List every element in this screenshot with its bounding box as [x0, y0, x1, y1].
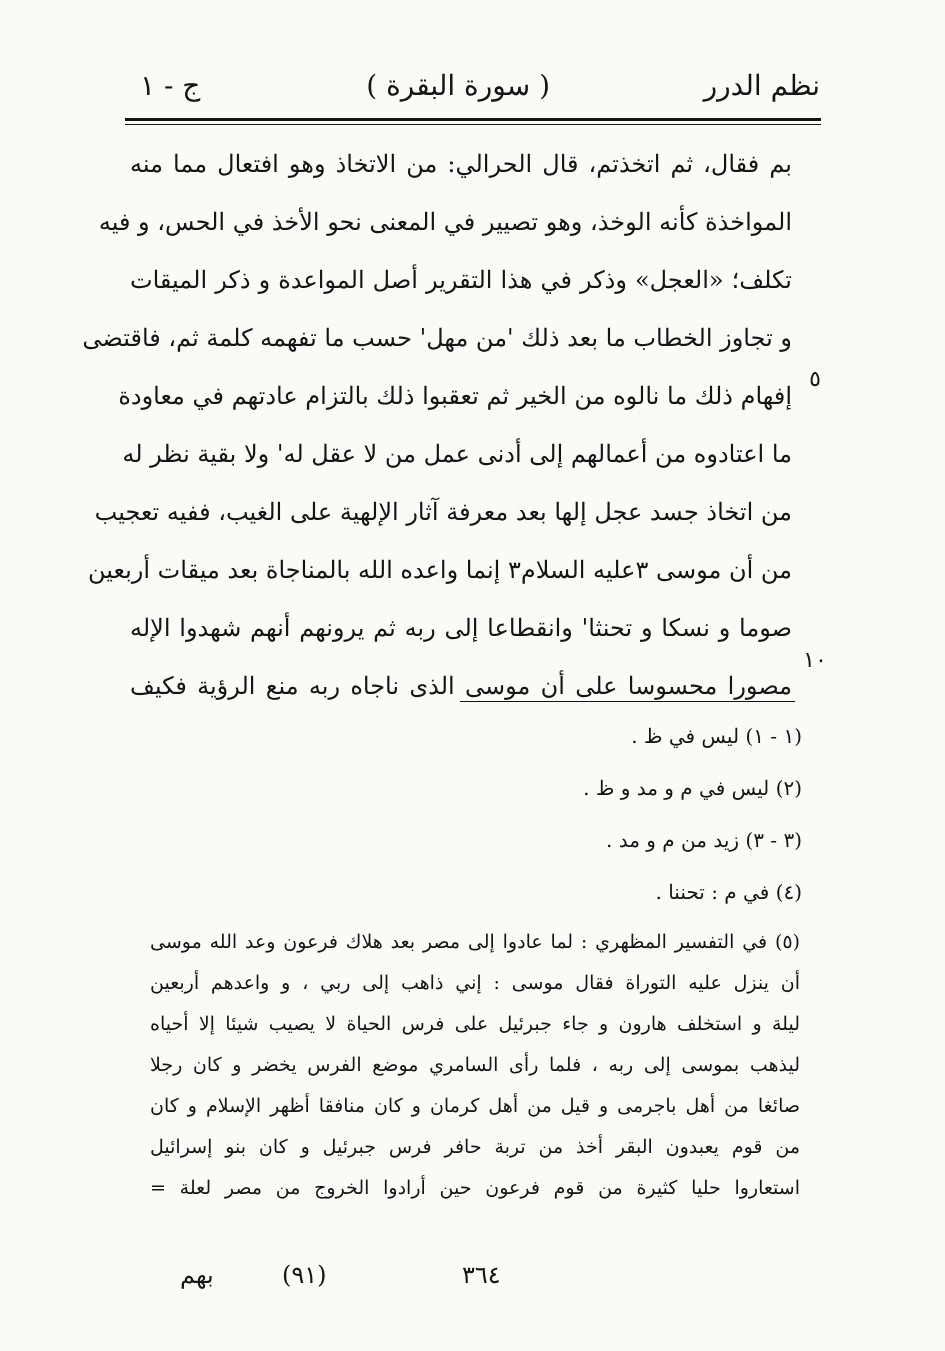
footnote-line: استعاروا حليا كثيرة من قوم فرعون حين أرادوا الخروج من مصر لعلة =: [150, 1177, 800, 1199]
footnote-line: ليلة و استخلف هارون و جاء جبرئيل على فرس الحياة لا يصيب شيئا إلا أحياه: [150, 1013, 800, 1035]
footnote-line: من قوم يعبدون البقر أخذ من تربة حافر فرس جبرئيل و كان بنو إسرائيل: [150, 1136, 800, 1158]
footnote-line: صائغا من أهل باجرمى و قيل من أهل كرمان و كان منافقا أظهر الإسلام و كان: [150, 1095, 800, 1117]
header-rule-thin: [125, 124, 821, 125]
footnote-5: [150, 922, 800, 1209]
text-line: من اتخاذ جسد عجل إلها بعد معرفة آثار الإلهية على الغيب، ففيه تعجيب: [94, 498, 792, 526]
line-number-10: ١٠: [803, 648, 827, 673]
note-item: (٢) ليس في م و مد و ظ .: [583, 776, 802, 800]
main-text: [82, 135, 792, 715]
text-line: إفهام ذلك ما نالوه من الخير ثم تعقبوا ذلك بالتزام عادتهم في معاودة: [118, 382, 792, 410]
text-line: المواخذة كأنه الوخذ، وهو تصيير في المعنى نحو الأخذ في الحس، و فيه: [98, 208, 792, 236]
text-line: من أن موسى ٣عليه السلام٣ إنما واعده الله بالمناجاة بعد ميقات أربعين: [88, 556, 792, 584]
footnote-line: أن ينزل عليه التوراة فقال موسى : إني ذاهب إلى ربي ، و واعدهم أربعين: [150, 972, 800, 994]
footnote-separator: [460, 701, 795, 702]
text-line: ما اعتادوه من أعمالهم إلى أدنى عمل من لا عقل له' ولا بقية نظر له: [122, 440, 792, 468]
surah-title: ( سورة البقرة ): [366, 69, 550, 102]
volume-number: ج - ١: [140, 69, 201, 102]
apparatus-notes: [583, 710, 802, 918]
running-title: نظم الدرر: [703, 69, 820, 102]
footnote-line: (٥) في التفسير المظهري : لما عادوا إلى مصر بعد هلاك فرعون وعد الله موسى: [150, 931, 800, 953]
text-line: صوما و نسكا و تحنثا' وانقطاعا إلى ربه ثم يرونهم أنهم شهدوا الإله: [130, 614, 792, 642]
text-line: تكلف؛ «العجل» وذكر في هذا التقرير أصل المواعدة و ذكر الميقات: [130, 266, 792, 294]
catchword: بهم: [180, 1261, 214, 1289]
text-line: مصورا محسوسا على أن موسى الذى ناجاه ربه منع الرؤية فكيف: [130, 672, 792, 700]
page-number: ٣٦٤: [462, 1261, 501, 1289]
signature-code: (٩١): [282, 1261, 327, 1289]
note-item: (٤) في م : تحننا .: [655, 880, 802, 904]
footnote-line: ليذهب بموسى إلى ربه ، فلما رأى السامري موضع الفرس يخضر و كان رجلا: [150, 1054, 800, 1076]
line-number-5: ٥: [809, 367, 821, 392]
text-line: و تجاوز الخطاب ما بعد ذلك 'من مهل' حسب ما تفهمه كلمة ثم، فاقتضى: [82, 324, 792, 352]
text-line: بم فقال، ثم اتخذتم، قال الحرالي: من الاتخاذ وهو افتعال مما منه: [130, 150, 792, 178]
note-item: (١ - ١) ليس في ظ .: [631, 724, 802, 748]
note-item: (٣ - ٣) زيد من م و مد .: [605, 828, 802, 852]
header-rule-thick: [125, 118, 821, 121]
